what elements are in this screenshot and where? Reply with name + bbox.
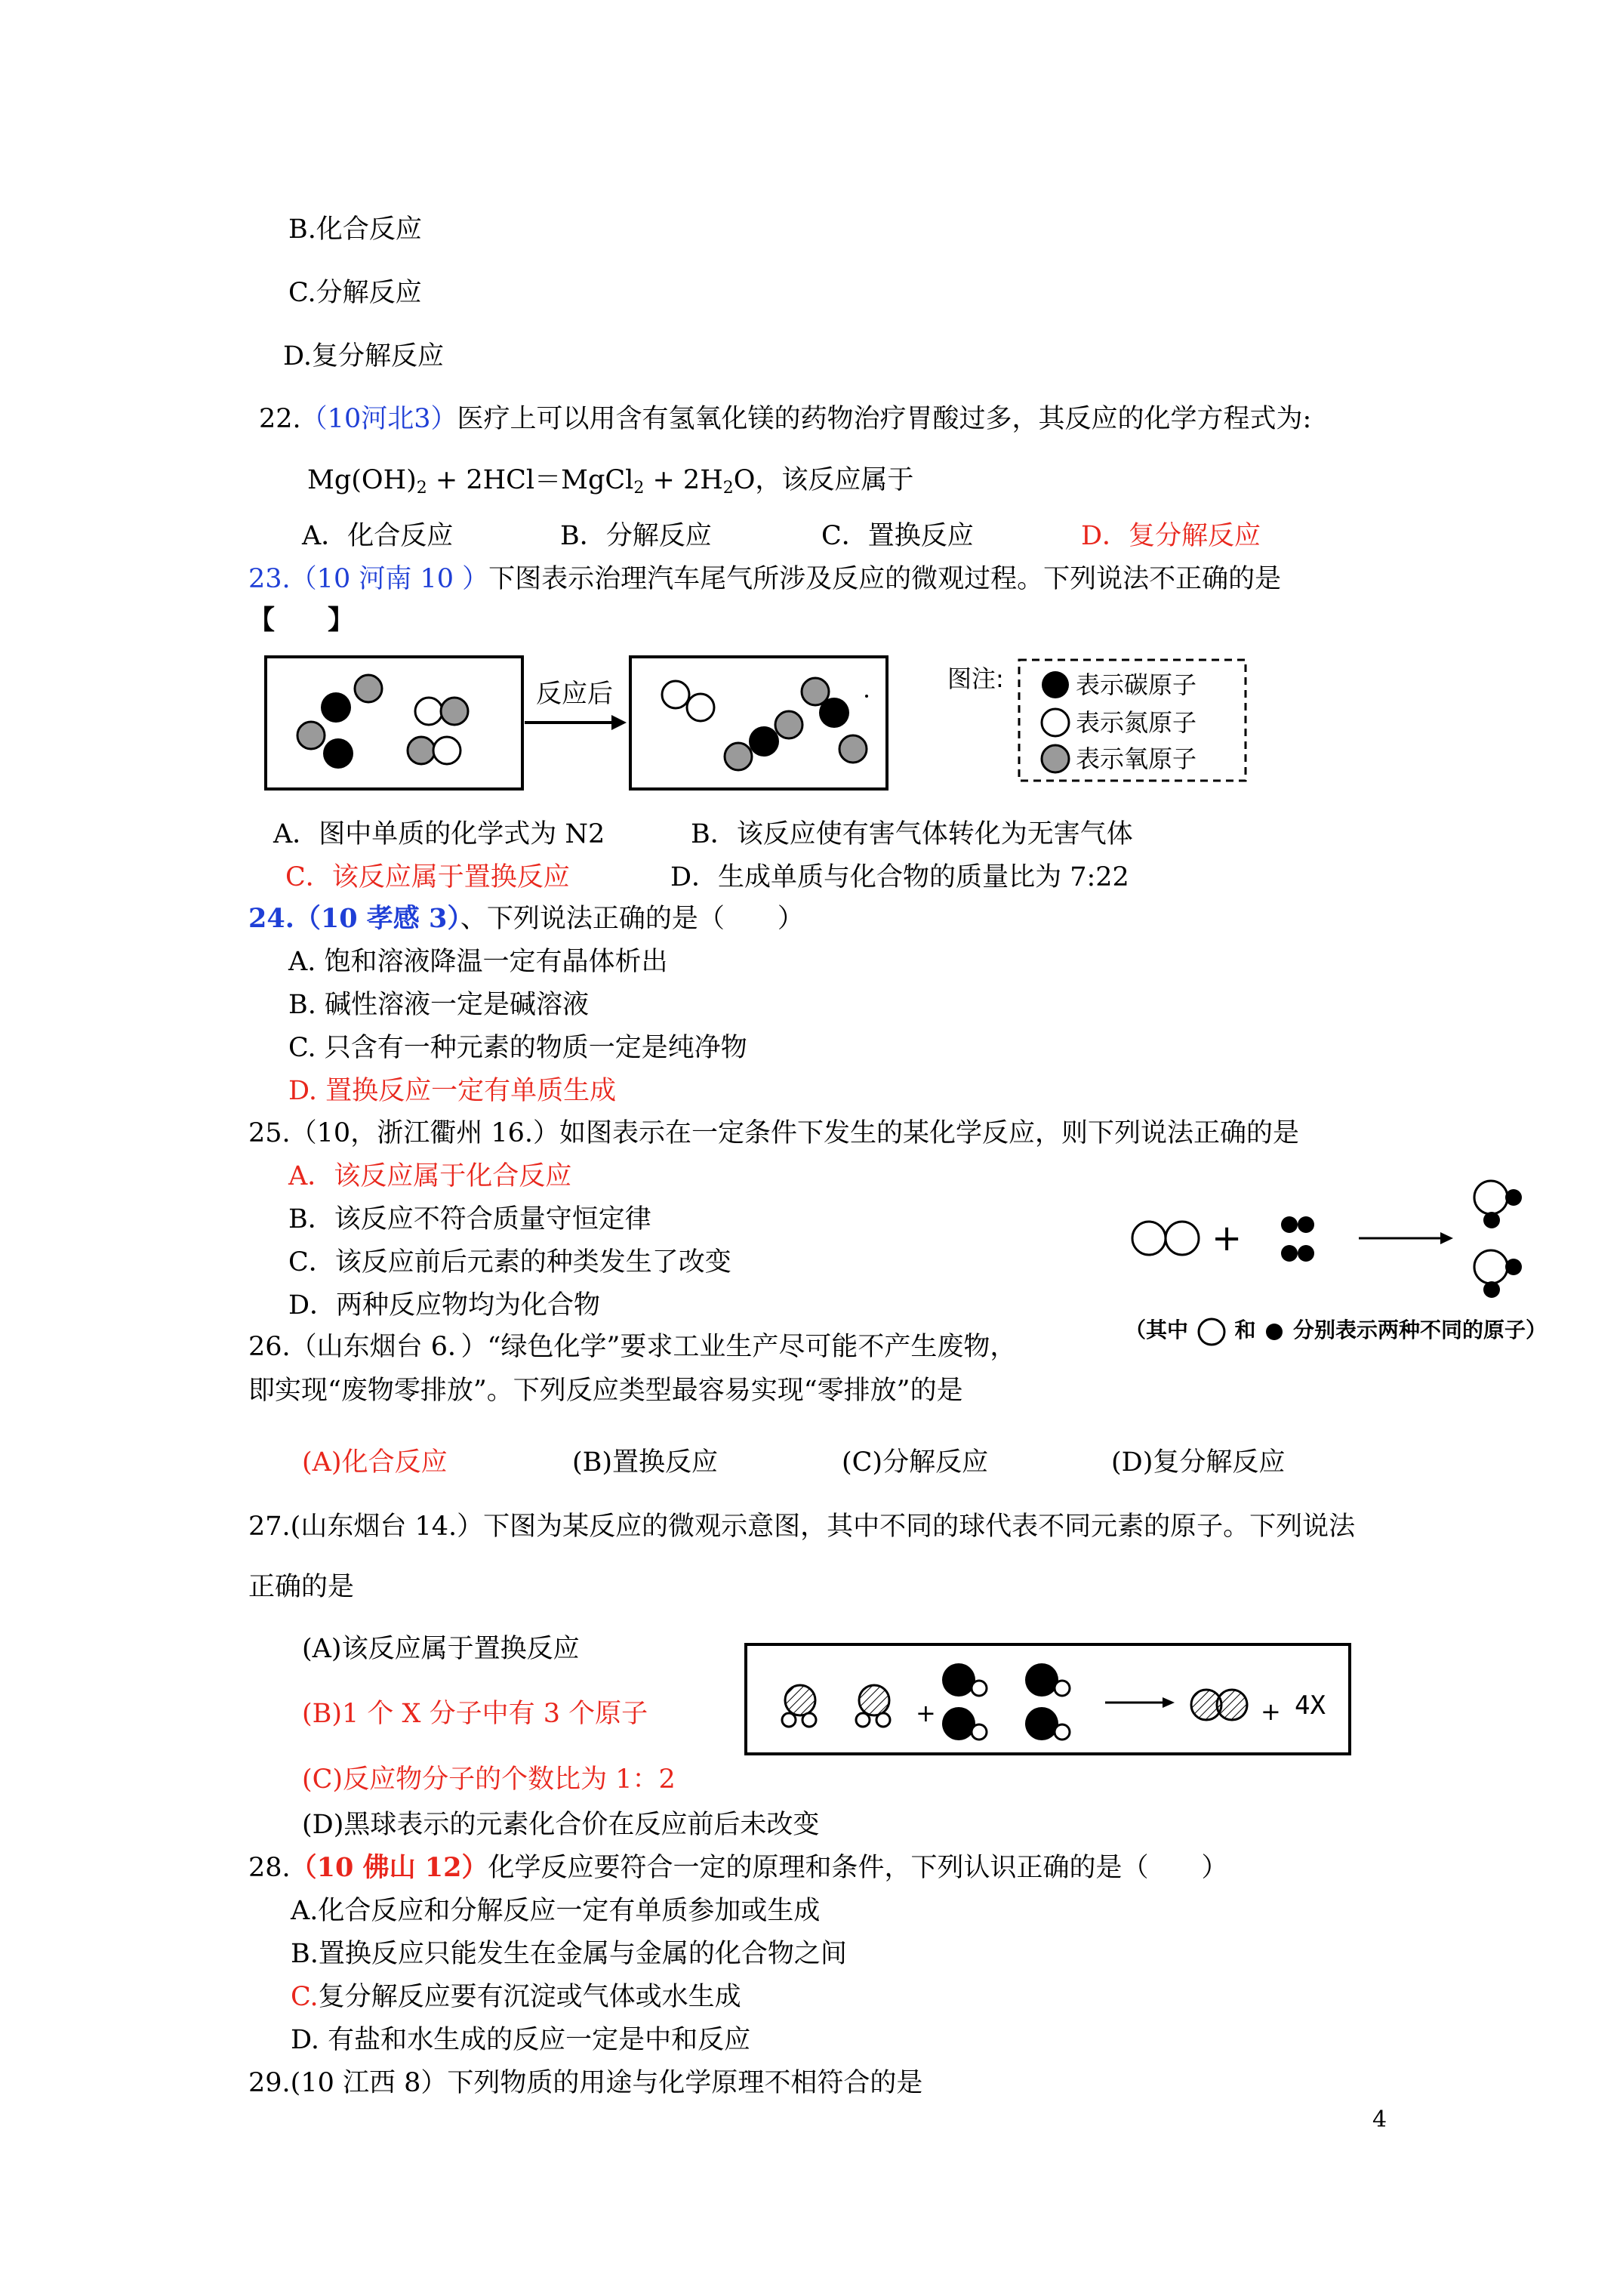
black-atom: [942, 1707, 975, 1740]
oxygen-atom: [441, 698, 468, 725]
black-atom-icon: [1263, 1321, 1286, 1343]
white-atom: [1132, 1222, 1166, 1255]
q21-option-b: B.化合反应: [288, 214, 422, 245]
q24-stem: 、下列说法正确的是（ ）: [460, 904, 804, 934]
q22-eq-sub: 2: [633, 479, 645, 498]
oxygen-atom: [775, 711, 802, 738]
q23-option-a: A．图中单质的化学式为 N2: [273, 819, 605, 849]
small-white-atom: [972, 1724, 987, 1740]
hatched-atom: [785, 1685, 815, 1715]
hatched-atom: [1217, 1690, 1247, 1720]
legend-title: 图注:: [947, 664, 1004, 693]
legend-nitrogen-icon: [1042, 709, 1069, 736]
q23-reaction-diagram: [257, 651, 1268, 794]
q27-option-b: (B)1 个 X 分子中有 3 个原子: [302, 1699, 648, 1729]
q26-option-a: (A)化合反应: [302, 1447, 448, 1478]
page-number: 4: [1372, 2106, 1387, 2133]
nitrogen-atom: [662, 681, 689, 708]
black-atom: [942, 1663, 975, 1697]
q21-option-d: D.复分解反应: [283, 341, 444, 371]
q22-source: （10河北3）: [300, 404, 457, 434]
oxygen-atom: [839, 735, 867, 763]
legend-carbon-icon: [1042, 671, 1069, 698]
products-box: [630, 657, 887, 789]
q21-option-c: C.分解反应: [288, 278, 422, 308]
legend-nitrogen-label: 表示氮原子: [1076, 708, 1197, 737]
black-atom: [1483, 1212, 1500, 1228]
q28-option-c-line: [291, 1980, 741, 2014]
q22-option-c: C．置换反应: [821, 521, 974, 551]
nitrogen-atom: [687, 694, 714, 721]
small-white-atom: [782, 1713, 796, 1727]
q29-stem: 29.(10 江西 8）下列物质的用途与化学原理不相符合的是: [248, 2068, 923, 2098]
q22-eq-part: O，该反应属于: [733, 465, 914, 495]
black-atom: [1025, 1663, 1058, 1697]
q26-option-b: (B)置换反应: [572, 1447, 719, 1478]
q27-stem-line1: 27.(山东烟台 14.）下图为某反应的微观示意图，其中不同的球代表不同元素的原子。下列说法: [248, 1512, 1356, 1542]
black-atom: [1298, 1216, 1314, 1233]
q24-option-a: A. 饱和溶液降温一定有晶体析出: [288, 947, 668, 977]
small-white-atom: [1055, 1724, 1070, 1740]
q28-option-c-letter: C.: [291, 1982, 319, 2012]
carbon-atom: [323, 738, 353, 769]
q26-stem-line2: 即实现“废物零排放”。下列反应类型最容易实现“零排放”的是: [248, 1376, 963, 1406]
q22-stem-line: [259, 402, 1311, 436]
q28-number: 28.: [248, 1853, 291, 1883]
dot: [865, 695, 868, 698]
white-atom: [1474, 1250, 1508, 1284]
hatched-atom: [859, 1685, 889, 1715]
q22-eq-part: + 2HCl＝MgCl: [427, 465, 634, 495]
legend-oxygen-label: 表示氧原子: [1076, 744, 1197, 773]
q28-option-c: 复分解反应要有沉淀或气体或水生成: [318, 1982, 741, 2012]
product-label: 4X: [1295, 1690, 1326, 1721]
black-atom: [1281, 1216, 1298, 1233]
q22-eq-part: + 2H: [644, 465, 723, 495]
q22-stem: 医疗上可以用含有氢氧化镁的药物治疗胃酸过多，其反应的化学方程式为:: [457, 404, 1312, 434]
q23-source: （10 河南 10 ）: [290, 564, 489, 594]
q23-number: 23.: [248, 564, 291, 594]
q28-source: （10 佛山 12）: [290, 1852, 488, 1883]
q24-number-source: 24.（10 孝感 3）: [248, 903, 460, 934]
plus-sign: +: [1212, 1217, 1243, 1259]
black-atom: [1298, 1245, 1314, 1262]
q28-option-b: B.置换反应只能发生在金属与金属的化合物之间: [291, 1939, 847, 1969]
black-atom: [1025, 1707, 1058, 1740]
q28-stem-line: [248, 1851, 1227, 1885]
oxygen-atom: [297, 722, 325, 749]
nitrogen-atom: [415, 698, 442, 725]
q26-option-d: (D)复分解反应: [1111, 1447, 1286, 1478]
arrow-label: 反应后: [536, 679, 613, 709]
black-atom: [1483, 1281, 1500, 1298]
q23-option-b: B．该反应使有害气体转化为无害气体: [691, 819, 1133, 849]
carbon-atom: [749, 726, 779, 757]
q27-option-a: (A)该反应属于置换反应: [302, 1634, 580, 1664]
q25-option-d: D．两种反应物均为化合物: [288, 1290, 601, 1321]
q23-option-c: C．该反应属于置换反应: [285, 862, 570, 892]
plus-sign-2: +: [1261, 1697, 1281, 1726]
arrow-head: [1163, 1697, 1175, 1708]
q22-equation: [307, 464, 913, 505]
caption-part: 分别表示两种不同的原子）: [1293, 1318, 1548, 1342]
q28-stem: 化学反应要符合一定的原理和条件，下列认识正确的是（ ）: [488, 1853, 1228, 1883]
q24-option-c: C. 只含有一种元素的物质一定是纯净物: [288, 1033, 747, 1063]
q28-option-a: A.化合反应和分解反应一定有单质参加或生成: [291, 1896, 821, 1926]
q22-eq-sub: 2: [416, 479, 427, 498]
q26-stem-line1: 26.（山东烟台 6．）“绿色化学”要求工业生产尽可能不产生废物，: [248, 1332, 1017, 1362]
caption-part: （其中: [1125, 1318, 1189, 1342]
oxygen-atom: [408, 737, 435, 764]
q23-stem-line: [248, 562, 1281, 596]
q22-eq-sub: 2: [722, 479, 734, 498]
black-atom: [1281, 1245, 1298, 1262]
q23-option-d: D．生成单质与化合物的质量比为 7:22: [670, 862, 1129, 892]
small-white-atom: [1055, 1681, 1070, 1696]
q24-option-d: D. 置换反应一定有单质生成: [288, 1076, 617, 1106]
white-atom-icon: [1196, 1316, 1227, 1348]
q26-option-c: (C)分解反应: [842, 1447, 989, 1478]
small-white-atom: [802, 1713, 816, 1727]
carbon-atom: [819, 698, 849, 728]
q25-option-c: C．该反应前后元素的种类发生了改变: [288, 1247, 731, 1277]
q28-option-d: D. 有盐和水生成的反应一定是中和反应: [291, 2025, 751, 2055]
q23-stem: 下图表示治理汽车尾气所涉及反应的微观过程。下列说法不正确的是: [488, 564, 1282, 594]
legend-carbon-label: 表示碳原子: [1076, 670, 1197, 699]
black-atom: [1505, 1189, 1522, 1206]
q25-stem: 25.（10，浙江衢州 16.）如图表示在一定条件下发生的某化学反应，则下列说法正确的是: [248, 1118, 1299, 1148]
small-white-atom: [876, 1713, 890, 1727]
carbon-atom: [321, 692, 351, 723]
arrow-head: [1440, 1232, 1453, 1244]
q25-diagram-caption: [1125, 1314, 1547, 1348]
nitrogen-atom: [433, 737, 460, 764]
q24-stem-line: [248, 902, 804, 935]
q27-reaction-diagram: [740, 1638, 1359, 1759]
caption-part: 和: [1234, 1318, 1256, 1342]
small-white-atom: [856, 1713, 870, 1727]
q27-stem-line2: 正确的是: [248, 1572, 355, 1602]
white-atom: [1474, 1181, 1508, 1214]
oxygen-atom: [725, 743, 752, 770]
q22-eq-part: Mg(OH): [307, 465, 417, 495]
arrow-head: [611, 715, 627, 730]
legend-oxygen-icon: [1042, 745, 1069, 772]
q27-option-c: (C)反应物分子的个数比为 1：2: [302, 1764, 676, 1795]
plus-sign-1: +: [916, 1699, 936, 1727]
q22-option-a: A．化合反应: [302, 521, 454, 551]
q22-option-d: D．复分解反应: [1081, 521, 1261, 551]
q25-option-b: B．该反应不符合质量守恒定律: [288, 1204, 651, 1234]
q22-number: 22.: [259, 404, 301, 434]
q24-option-b: B. 碱性溶液一定是碱溶液: [288, 990, 589, 1020]
q27-option-d: (D)黑球表示的元素化合价在反应前后未改变: [302, 1810, 820, 1840]
white-atom: [1166, 1222, 1199, 1255]
q23-answer-bracket: 【 】: [248, 605, 355, 636]
q22-option-b: B．分解反应: [560, 521, 712, 551]
black-atom: [1505, 1259, 1522, 1275]
small-white-atom: [972, 1681, 987, 1696]
q25-option-a: A．该反应属于化合反应: [288, 1161, 572, 1191]
oxygen-atom: [355, 675, 382, 702]
